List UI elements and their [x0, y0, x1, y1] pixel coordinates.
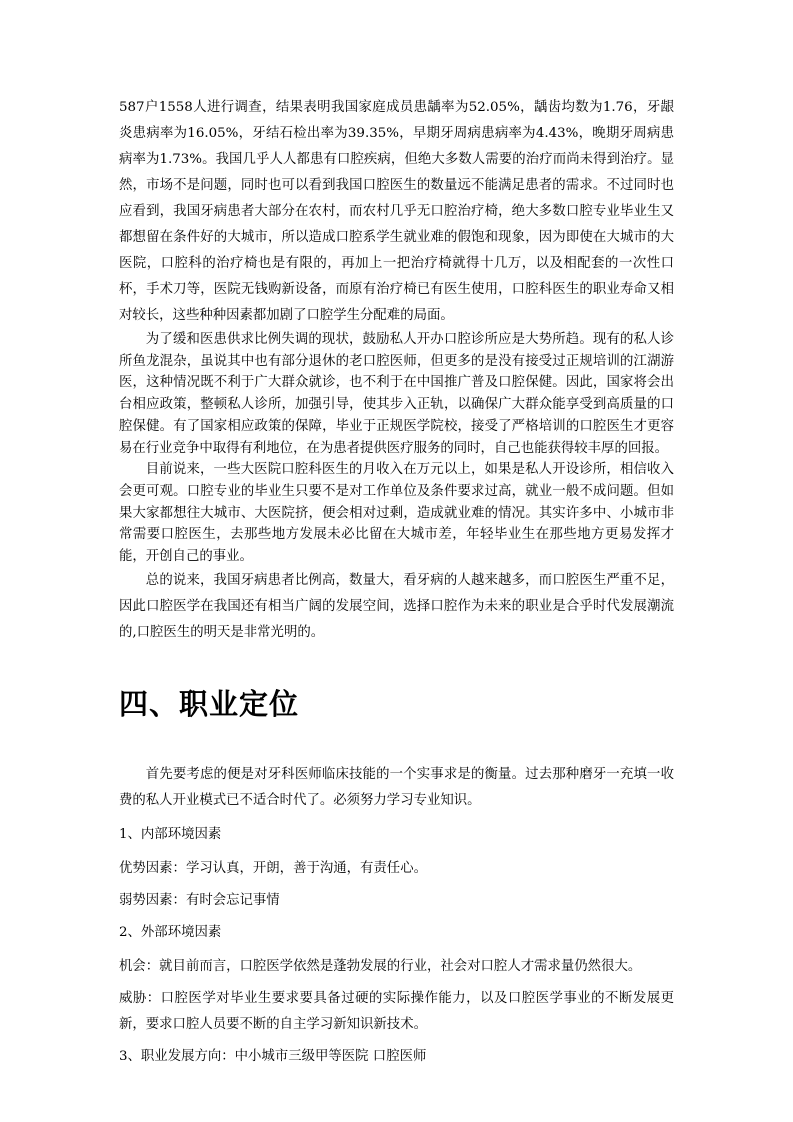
section-intro-paragraph: 首先要考虑的便是对牙科医师临床技能的一个实事求是的衡量。过去那种磨牙一充填一收费的私人开业模式已不适合时代了。必须努力学习专业知识。: [119, 766, 674, 808]
external-factors-heading: 2、外部环境因素: [119, 924, 222, 940]
intro-paragraph: 587户1558人进行调查，结果表明我国家庭成员患龋率为52.05%，龋齿均数为1.76，牙龈炎患病率为16.05%，牙结石检出率为39.35%，早期牙周病患病率为4.43%，晚期牙周病患病率为1.73%。我国几乎人人都患有口腔疾病，但绝大多数人需要的治疗而尚未得到治疗。显然，市场不是问题，同时也可以看到我国口腔医生的数量远不能满足患者的需求。不过同时也应看到，我国牙病患者大部分在农村，而农村几乎无口腔治疗椅，绝大多数口腔专业毕业生又都想留在条件好的大城市，所以造成口腔系学生就业难的假饱和现象，因为即使在大城市的大医院，口腔科的治疗椅也是有限的，再加上一把治疗椅就得十几万，以及相配套的一次性口杯，手术刀等，医院无钱购新设备，而原有治疗椅已有医生使用，口腔科医生的职业寿命又相对较长，这些种种因素都加剧了口腔学生分配难的局面。: [119, 100, 674, 323]
document-page: [119, 95, 674, 1070]
weaknesses-item: 弱势因素：有时会忘记事情: [119, 892, 280, 908]
threats-item: 威胁：口腔医学对毕业生要求要具备过硬的实际操作能力，以及口腔医学事业的不断发展更新，要求口腔人员要不断的自主学习新知识新技术。: [119, 990, 674, 1032]
paragraph-income: 目前说来，一些大医院口腔科医生的月收入在万元以上，如果是私人开设诊所，相信收入会更可观。口腔专业的毕业生只要不是对工作单位及条件要求过高，就业一般不成问题。但如果大家都想往大城市、大医院挤，便会相对过剩，造成就业难的情况。其实许多中、小城市非常需要口腔医生，去那些地方发展未必比留在大城市差，年轻毕业生在那些地方更易发挥才能，开创自己的事业。: [119, 462, 674, 565]
opportunities-item: 机会：就目前而言，口腔医学依然是蓬勃发展的行业，社会对口腔人才需求量仍然很大。: [119, 958, 642, 974]
internal-factors-heading: 1、内部环境因素: [119, 826, 222, 842]
paragraph-supply-demand: 为了缓和医患供求比例失调的现状，鼓励私人开办口腔诊所应是大势所趋。现有的私人诊所鱼龙混杂，虽说其中也有部分退休的老口腔医师，但更多的是没有接受过正规培训的江湖游医，这种情况既不利于广大群众就诊，也不利于在中国推广普及口腔保健。因此，国家将会出台相应政策，整顿私人诊所，加强引导，使其步入正轨，以确保广大群众能享受到高质量的口腔保健。有了国家相应政策的保障，毕业于正规医学院校，接受了严格培训的口腔医生才更容易在行业竞争中取得有利地位，在为患者提供医疗服务的同时，自己也能获得较丰厚的回报。: [119, 332, 674, 456]
strengths-item: 优势因素：学习认真，开朗，善于沟通，有责任心。: [119, 860, 427, 876]
career-direction-item: 3、职业发展方向：中小城市三级甲等医院 口腔医师: [119, 1048, 427, 1064]
section-heading-career-positioning: 四、职业定位: [119, 686, 300, 721]
paragraph-summary: 总的说来，我国牙病患者比例高，数量大，看牙病的人越来越多，而口腔医生严重不足，因此口腔医学在我国还有相当广阔的发展空间，选择口腔作为未来的职业是合乎时代发展潮流的,口腔医生的明天是非常光明的。: [119, 572, 674, 640]
